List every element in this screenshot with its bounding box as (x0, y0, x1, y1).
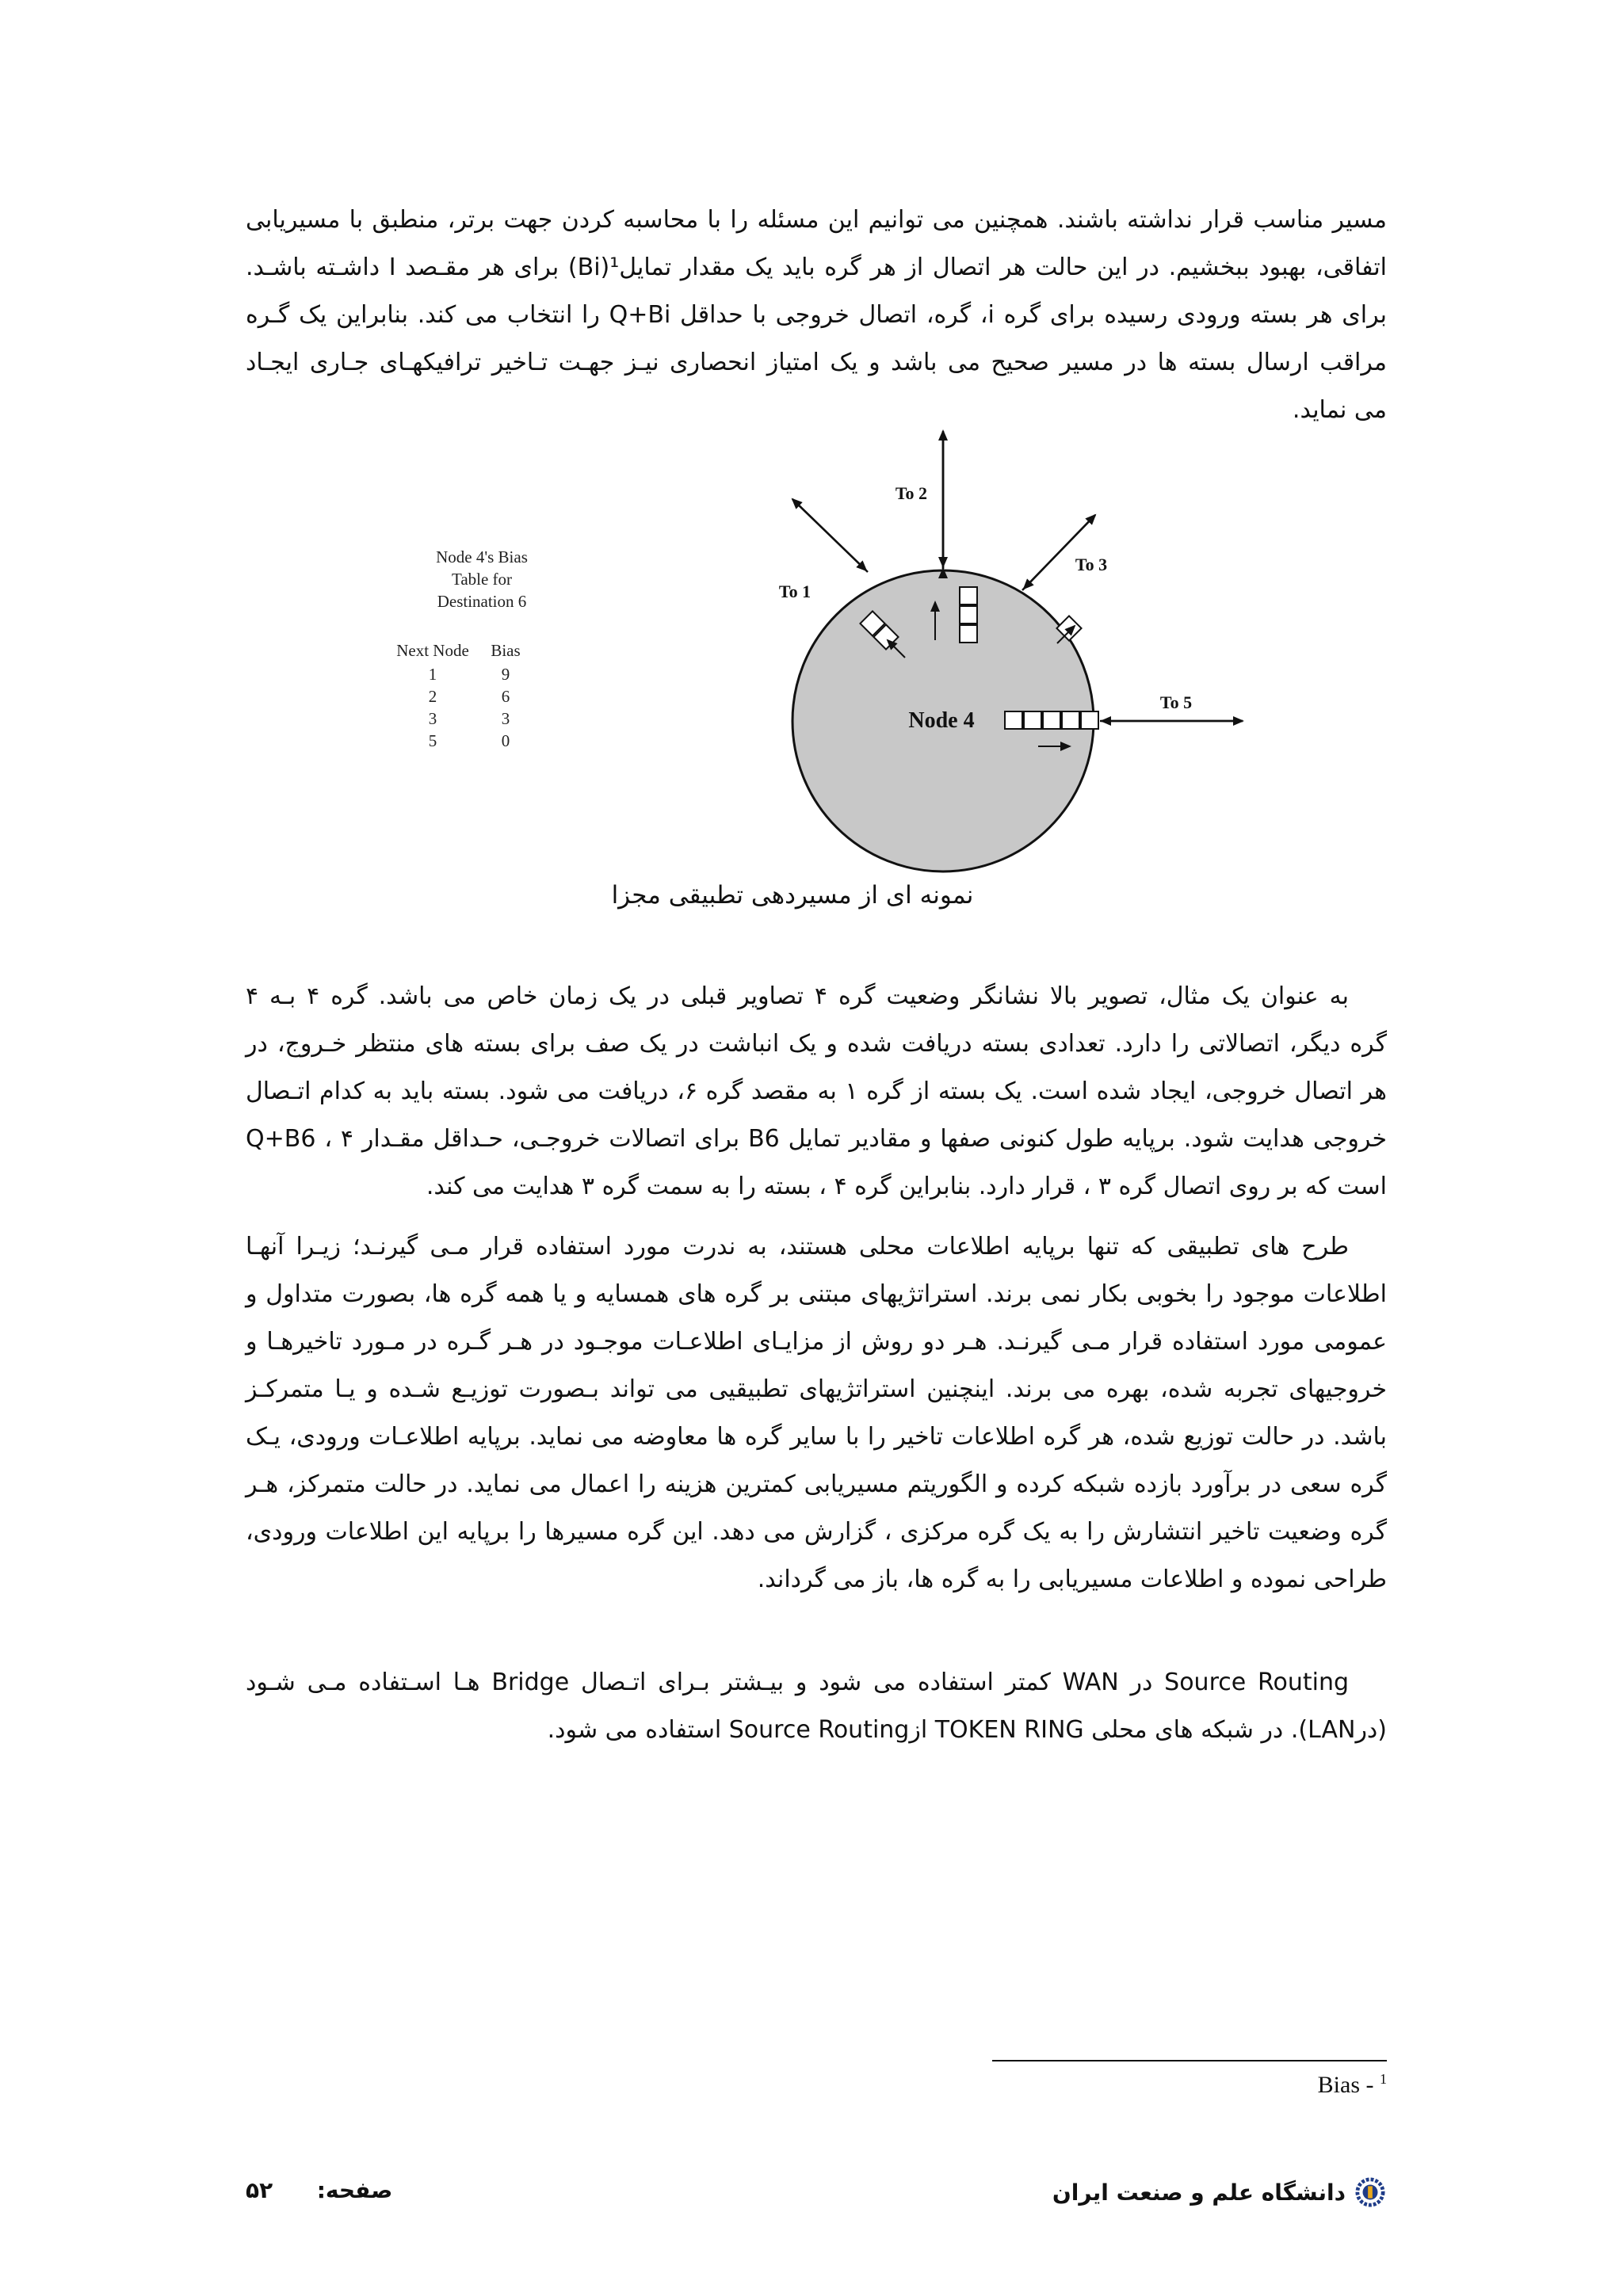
link-label-to-3: To 3 (1075, 555, 1108, 574)
footer-page (246, 2177, 392, 2203)
text-line: طراحی نموده و اطلاعات مسیریابی را به گره ها، باز می گرداند. (757, 1566, 1387, 1593)
text-line: عمومی مورد استفاده قرار مـی گیرنـد. هـر دو روش از مزایـای اطلاعـات موجـود در هـر گـره در مـورد تاخیرهـا و (246, 1328, 1387, 1356)
text-line: مراقب ارسال بسته ها در مسیر صحیح می باشد و یک امتیاز انحصاری نیـز جهـت تـاخیر ترافیکهـای جـاری ایجـاد (246, 349, 1387, 376)
text-line: گره دیگر، اتصالاتی را دارد. تعدادی بسته دریافت شده و یک انباشت در یک صف برای بسته های منتظر خـروج، در (246, 1030, 1387, 1058)
queue-to-2 (960, 587, 977, 643)
footnote (1318, 2071, 1387, 2099)
university-name: دانشگاه علم و صنعت ایران (1052, 2179, 1346, 2206)
university-logo-icon (1355, 2177, 1385, 2207)
table-cell: 0 (501, 731, 510, 750)
paragraph-1 (246, 196, 1387, 434)
text-line: طرح های تطبیقی که تنها برپایه اطلاعات محلی هستند، به ندرت مورد استفاده قرار مـی گیرنـد؛ زیـرا آنهـا (246, 1233, 1349, 1261)
text-line: (درLAN). در شبکه های محلی TOKEN RING ازSource Routing استفاده می شود. (547, 1716, 1387, 1744)
paragraph-3 (246, 1223, 1387, 1604)
table-title: Table for (451, 570, 513, 589)
text-line: اتفاقی، بهبود ببخشیم. در این حالت هر اتصال از هر گره باید یک مقدار تمایل¹(Bi) برای هر مقـصد I داشـته باشـد. (246, 254, 1387, 281)
paragraph-2 (246, 973, 1387, 1211)
text-line: باشد. در حالت توزیع شده، هر گره اطلاعات تاخیر را با سایر گره ها معاوضه می نماید. برپایه اطلاعـات ورودی، یـک (246, 1423, 1387, 1451)
column-header: Bias (491, 641, 521, 660)
table-cell: 1 (428, 665, 437, 684)
column-header: Next Node (396, 641, 469, 660)
text-line: گره سعی در برآورد بازده شبکه کرده و الگوریتم مسیریابی کمترین هزینه را اعمال می نماید. در حالت متمرکز، هـر (246, 1470, 1387, 1498)
table-title: Destination 6 (437, 592, 527, 611)
footnote-number: 1 (1380, 2071, 1387, 2087)
link-label-to-2: To 2 (895, 483, 927, 503)
link-label-to-1: To 1 (778, 582, 812, 601)
text-line: به عنوان یک مثال، تصویر بالا نشانگر وضعیت گره ۴ تصاویر قبلی در یک زمان خاص می باشد. گره ۴ بـه ۴ (246, 982, 1350, 1010)
text-line: می نماید. (1292, 396, 1387, 424)
queue-to-5 (1005, 711, 1098, 729)
text-line: خروجی هدایت شود. برپایه طول کنونی صفها و مقادیر تمایل B6 برای اتصالات خروجـی، حـداقل مقـدار Q+B6 ، ۴ (246, 1125, 1387, 1153)
table-cell: 9 (501, 665, 510, 684)
text-line: خروجیهای تجربه شده، بهره می برند. اینچنین استراتژیهای تطبیقیی می تواند بـصورت توزیـع شـده و یـا متمرکـز (246, 1375, 1387, 1403)
text-line: اطلاعات موجود را بخوبی بکار نمی برند. استراتژیهای مبتنی بر گره های همسایه و یا همه گره ها، بصورت متداول و (246, 1280, 1387, 1308)
table-cell: 3 (501, 709, 510, 728)
text-line: برای هر بسته ورودی رسیده برای گره i، گره، اتصال خروجی با حداقل Q+Bi را انتخاب می کند. بنابراین یک گـره (246, 301, 1388, 329)
table-title: Node 4's Bias (436, 547, 528, 566)
table-cell: 5 (428, 731, 437, 750)
text-line: Source Routing در WAN کمتر استفاده می شود و بیـشتر بـرای اتـصال Bridge هـا اسـتفاده مـی شـود (246, 1669, 1350, 1696)
bias-table (396, 547, 528, 750)
table-cell: 2 (428, 687, 437, 706)
text-line: مسیر مناسب قرار نداشته باشند. همچنین می توانیم این مسئله را با محاسبه کردن جهت برتر، منطبق با مسیریابی (246, 206, 1387, 234)
paragraph-4 (246, 1659, 1387, 1754)
link-label-to-5: To 5 (1159, 692, 1193, 712)
node-label: Node 4 (908, 708, 975, 733)
footnote-rule (992, 2060, 1387, 2061)
adaptive-routing-figure (372, 428, 1276, 879)
text-line: گره وضعیت تاخیر انتشارش را به یک گره مرکزی ، گزارش می دهد. این گره مسیرها را برپایه این اطلاعات ورودی، (246, 1518, 1387, 1546)
text-line: است که بر روی اتصال گره ۳ ، قرار دارد. بنابراین گره ۴ ، بسته را به سمت گره ۳ هدایت می کند. (426, 1173, 1387, 1200)
text-line: هر اتصال خروجی، ایجاد شده است. یک بسته از گره ۱ به مقصد گره ۶، دریافت می شود. بسته باید به کدام اتـصال (246, 1077, 1387, 1105)
table-cell: 6 (501, 687, 510, 706)
page-label: صفحه: (316, 2177, 393, 2203)
page-number: ۵۲ (246, 2177, 273, 2203)
figure-caption: نمونه ای از مسیردهی تطبیقی مجزا (611, 881, 974, 910)
footnote-text: Bias - (1317, 2072, 1374, 2098)
table-cell: 3 (428, 709, 437, 728)
footer-university (1052, 2177, 1385, 2207)
